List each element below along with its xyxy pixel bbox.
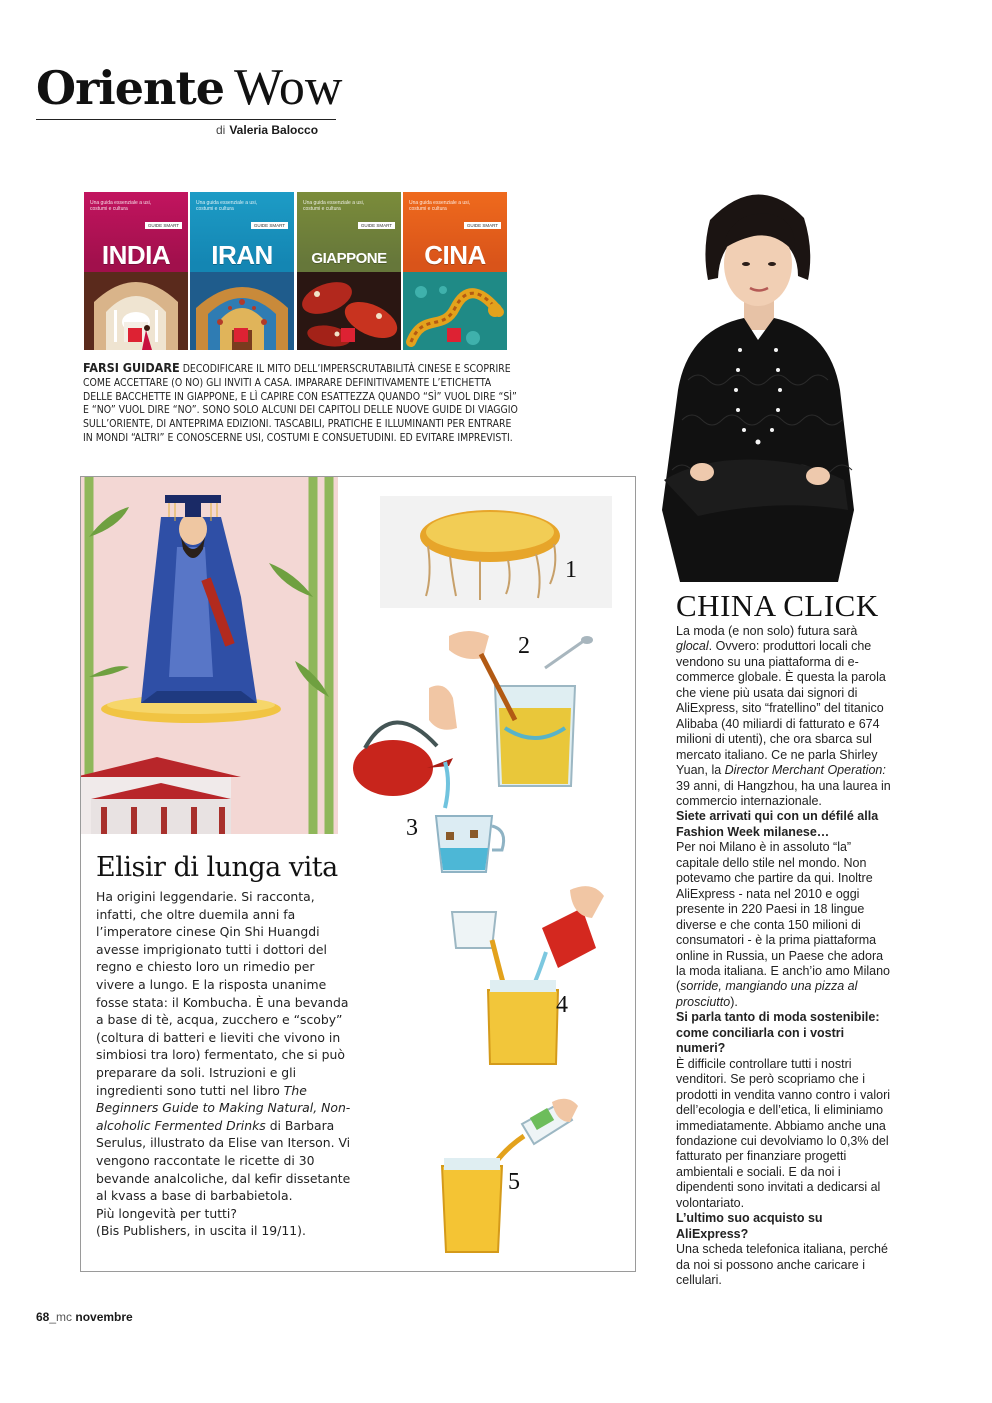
article-paragraph: (Bis Publishers, in uscita il 19/11). xyxy=(96,1223,306,1239)
text-run: ). xyxy=(730,994,738,1009)
emperor-illustration xyxy=(81,477,338,834)
book-title-italic: The Beginners Guide to Making Natural, Non-alcoholic Fermented Drinks xyxy=(96,1082,351,1133)
book-title: IRAN xyxy=(211,240,273,270)
byline-author: Valeria Balocco xyxy=(229,123,319,137)
interview-answer: Una scheda telefonica italiana, perché da noi si possono anche caricare i cellulari. xyxy=(676,1242,888,1288)
scoby-illustration xyxy=(380,496,612,608)
issue-month: novembre xyxy=(75,1310,133,1324)
text-run: di Barbara Serulus, illustrato da Elise van Iterson. Vi vengono raccontate le ricette di 30 bevande analcoliche, dal kefir dissetante al kvass a base di barbabietola. xyxy=(96,1117,351,1204)
text-run: Ha origini leggendarie. Si racconta, infatti, che oltre duemila anni fa l’imperatore cinese Qin Shi Huangdi avesse imprigionato tutti i dottori del regno e chiesto loro un rimedio per vivere a lungo. E la risposta unanime fosse stata: il Kombucha. È una bevanda a base di tè, acqua, zucchero e “scoby” (coltura di batteri e lieviti che vivono in simbiosi tra loro) fermentato, che si può preparare da soli. Istruzioni e gli ingredienti sono tutti nel libro xyxy=(96,889,349,1098)
text-run-italic: sorride, mangiando una pizza al prosciutto xyxy=(676,979,858,1009)
article-paragraph: Più longevità per tutti? xyxy=(96,1205,237,1221)
book-cover-india xyxy=(84,192,188,350)
portrait-photo xyxy=(658,180,858,582)
book-brand: GUIDE SMART xyxy=(464,222,501,229)
book-title: GIAPPONE xyxy=(311,250,387,267)
interview-question: Siete arrivati qui con un défilé alla Fashion Week milanese… xyxy=(676,809,879,839)
bottle-pouring-illustration xyxy=(432,1096,582,1258)
book-tagline: Una guida essenziale a usi, costumi e cultura xyxy=(196,200,258,212)
books-caption xyxy=(83,361,563,446)
byline xyxy=(216,123,318,137)
caption-line: DECODIFICARE IL MITO DELL’IMPERSCRUTABILITÀ CINESE E SCOPRIRE xyxy=(179,363,511,375)
step-number: 4 xyxy=(556,992,568,1018)
header-rule xyxy=(36,119,336,120)
step-number: 3 xyxy=(406,815,418,841)
caption-line: E “NO” VUOL DIRE “NO”. SONO SOLO ALCUNI DEI CAPITOLI DELLE NUOVE GUIDE DI VIAGGIO xyxy=(83,404,518,417)
book-title: INDIA xyxy=(101,240,171,270)
interview-answer xyxy=(676,840,896,1010)
caption-lead: FARSI GUIDARE xyxy=(83,360,180,375)
page-number: 68 xyxy=(36,1310,50,1324)
book-tagline: Una guida essenziale a usi, costumi e cultura xyxy=(409,200,471,212)
article-paragraph xyxy=(676,624,896,809)
text-run: 39 anni, di Hangzhou, ha una laurea in commercio internazionale. xyxy=(676,778,891,808)
section-title xyxy=(36,59,343,116)
caption-line: SULL’ORIENTE, DI ANTEPRIMA EDIZIONI. TASCABILI, PRATICHE E ILLUMINANTI PER ENTRARE xyxy=(83,418,512,431)
text-run-italic: glocal xyxy=(676,639,709,654)
section-title-bold: Oriente xyxy=(36,61,225,115)
kombucha-title: Elisir di lunga vita xyxy=(96,852,338,883)
book-title: CINA xyxy=(424,240,486,270)
teapot-illustration xyxy=(345,628,595,810)
step-number: 1 xyxy=(565,557,577,583)
book-brand: GUIDE SMART xyxy=(358,222,395,229)
publisher-logo-icon xyxy=(234,328,248,342)
interview-answer: È difficile controllare tutti i nostri venditori. Se però scopriamo che i prodotti in vendita vanno contro i valori dell’ecologia e dell’etica, li eliminiamo immediatamente. Abbiamo anche una fondazione cui devolviamo lo 0,3% del fatturato per finanziare progetti ambientali e sociali. E da noi i dipendenti sono invitati a dedicarsi al volontariato. xyxy=(676,1056,891,1210)
magazine-name: _mc xyxy=(49,1310,73,1324)
book-tagline: Una guida essenziale a usi, costumi e cultura xyxy=(90,200,152,212)
book-cover-iran xyxy=(190,192,294,350)
book-tagline: Una guida essenziale a usi, costumi e cultura xyxy=(303,200,365,212)
text-run-italic: Director Merchant Operation: xyxy=(724,763,886,778)
jug-illustration xyxy=(430,808,512,880)
caption-line: COME ACCETTARE (O NO) GLI INVITI A CASA. IMPARARE DEFINITIVAMENTE L’ETICHETTA xyxy=(83,376,492,389)
step-number: 5 xyxy=(508,1169,520,1195)
china-click-title: CHINA CLICK xyxy=(676,588,879,623)
text-run: La moda (e non solo) futura sarà xyxy=(676,624,858,638)
caption-line: IN MONDI “ALTRI” E CONOSCERNE USI, COSTUMI E CONSUETUDINI. ED EVITARE IMPREVISTI. xyxy=(83,431,513,444)
publisher-logo-icon xyxy=(447,328,461,342)
publisher-logo-icon xyxy=(128,328,142,342)
article-paragraph xyxy=(96,888,352,1205)
book-brand: GUIDE SMART xyxy=(251,222,288,229)
caption-line: DELLE BACCHETTE IN GIAPPONE, E LÌ CAPIRE CON ESATTEZZA QUANDO “SÌ” VUOL DIRE “SÌ” xyxy=(83,390,517,403)
byline-prefix: di xyxy=(216,123,226,137)
page-folio xyxy=(36,1310,133,1324)
china-click-article xyxy=(676,624,896,1288)
section-title-light: Wow xyxy=(234,59,343,116)
book-brand: GUIDE SMART xyxy=(145,222,182,229)
book-cover-cina xyxy=(403,192,507,350)
text-run: Per noi Milano è in assoluto “la” capitale dello stile nel mondo. Non potevamo che partire da qui. Inoltre AliExpress - nata nel 2010 e oggi presente in 220 Paesi in 18 lingue diverse e che conta 150 milioni di consumatori - è la prima piattaforma online in Russia, un Paese che adora la moda italiana. E anch’io amo Milano ( xyxy=(676,840,891,994)
interview-question: L’ultimo suo acquisto su AliExpress? xyxy=(676,1211,823,1241)
kombucha-article xyxy=(96,888,352,1240)
publisher-logo-icon xyxy=(341,328,355,342)
interview-question: Si parla tanto di moda sostenibile: come conciliarla con i vostri numeri? xyxy=(676,1010,880,1056)
book-cover-giappone xyxy=(297,192,401,350)
text-run: . Ovvero: produttori locali che vendono su una piattaforma di e-commerce globale. È questa la parola che viene più usata dai signori di AliExpress, sito “fratellino” del titanico Alibaba (40 miliardi di fatturato e 674 milioni di utenti), che ora sbarca sul mercato italiano. Ce ne parla Shirley Yuan, la xyxy=(676,639,886,778)
jar-pouring-illustration xyxy=(442,880,614,1070)
step-number: 2 xyxy=(518,633,530,659)
